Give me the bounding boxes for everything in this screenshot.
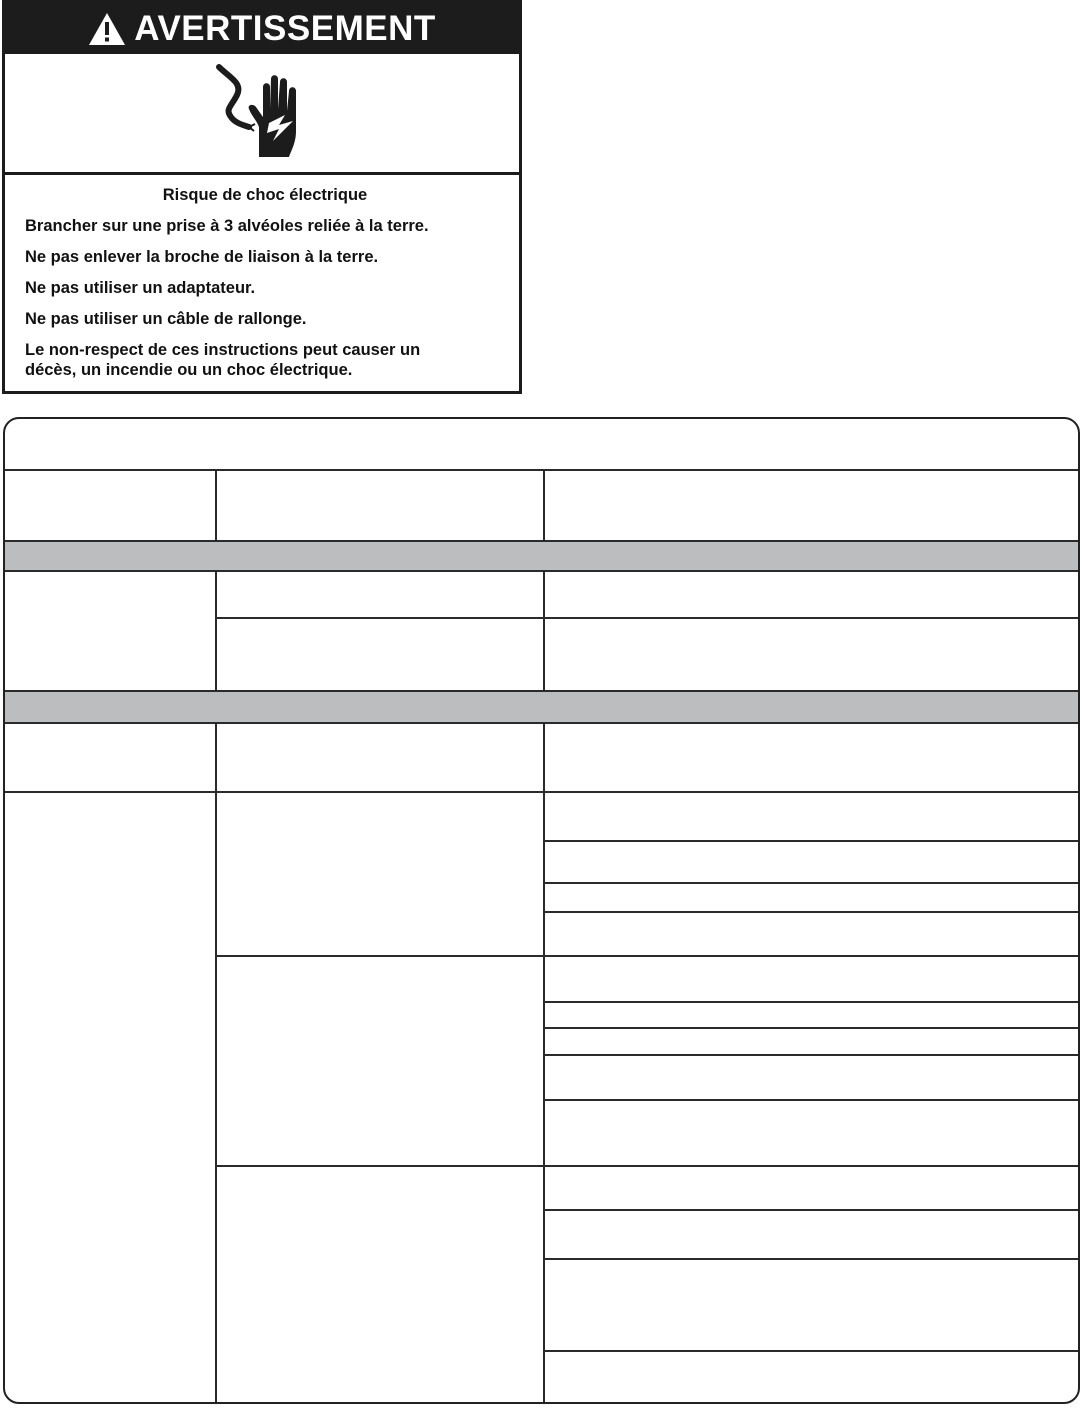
column-divider — [543, 572, 545, 690]
row-rule — [545, 1027, 1078, 1029]
row-rule — [545, 1209, 1078, 1211]
row-rule — [545, 1258, 1078, 1260]
row-rule — [545, 1099, 1078, 1101]
header-cell-problem — [5, 471, 215, 541]
warning-line: Ne pas utiliser un câble de rallonge. — [25, 310, 307, 328]
row-rule — [217, 617, 1078, 619]
electric-shock-hand-icon — [207, 61, 317, 165]
warning-label — [2, 0, 522, 394]
row-rule — [545, 1350, 1078, 1352]
warning-header — [5, 3, 519, 54]
row-rule — [545, 1054, 1078, 1056]
warning-line: Ne pas enlever la broche de liaison à la terre. — [25, 248, 379, 266]
warning-pictogram — [5, 54, 519, 175]
row-rule — [545, 882, 1078, 884]
header-cell-solution — [545, 471, 1078, 541]
row-rule — [545, 840, 1078, 842]
column-divider — [215, 469, 217, 540]
warning-consequence: Le non-respect de ces instructions peut causer un décès, un incendie ou un choc électrique. — [25, 341, 421, 379]
row-rule — [5, 791, 1078, 793]
row-rule — [545, 911, 1078, 913]
section-band — [5, 540, 1078, 572]
troubleshooting-table — [3, 417, 1080, 1404]
warning-line: Brancher sur une prise à 3 alvéoles reliée à la terre. — [25, 217, 429, 235]
row-rule — [545, 1001, 1078, 1003]
section-band — [5, 690, 1078, 724]
column-divider — [215, 572, 217, 690]
warning-title: AVERTISSEMENT — [134, 9, 436, 48]
column-divider — [543, 724, 545, 1404]
warning-triangle-icon — [88, 12, 126, 46]
row-rule — [217, 955, 1078, 957]
column-divider — [543, 469, 545, 540]
warning-text — [25, 185, 505, 380]
warning-heading: Risque de choc électrique — [162, 186, 368, 204]
row-rule — [217, 1165, 1078, 1167]
header-cell-cause — [217, 471, 543, 541]
column-divider — [215, 724, 217, 1404]
warning-line: Ne pas utiliser un adaptateur. — [25, 279, 256, 297]
